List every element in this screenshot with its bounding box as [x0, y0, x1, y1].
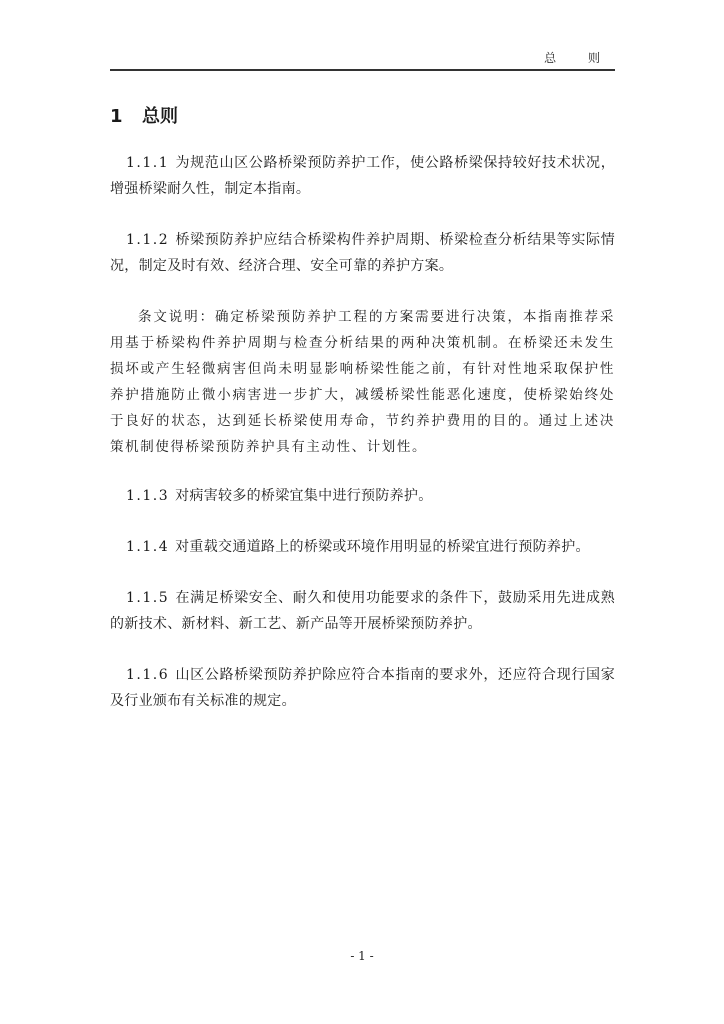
document-body [110, 150, 615, 739]
clause-1-1-3 [110, 483, 615, 509]
clause-number: 1.1.1 [126, 155, 170, 171]
clause-explanation-note [110, 304, 615, 460]
clause-number: 1.1.3 [126, 488, 170, 504]
page-number: - 1 - [350, 949, 374, 963]
clause-text: 为规范山区公路桥梁预防养护工作，使公路桥梁保持较好技术状况，增强桥梁耐久性，制定本指南。 [110, 155, 615, 197]
clause-text: 在满足桥梁安全、耐久和使用功能要求的条件下，鼓励采用先进成熟的新技术、新材料、新工艺、新产品等开展桥梁预防养护。 [110, 590, 615, 632]
running-header: 总 则 [544, 51, 614, 65]
chapter-heading [110, 104, 178, 130]
chapter-number: 1 [110, 106, 123, 127]
note-text: 条文说明：确定桥梁预防养护工程的方案需要进行决策，本指南推荐采用基于桥梁构件养护周期与检查分析结果的两种决策机制。在桥梁还未发生损坏或产生轻微病害但尚未明显影响桥梁性能之前，有针对性地采取保护性养护措施防止微小病害进一步扩大，减缓桥梁性能恶化速度，使桥梁始终处于良好的状态，达到延长桥梁使用寿命，节约养护费用的目的。通过上述决策机制使得桥梁预防养护具有主动性、计划性。 [110, 309, 615, 455]
clause-text: 对重载交通道路上的桥梁或环境作用明显的桥梁宜进行预防养护。 [175, 539, 590, 555]
clause-text: 山区公路桥梁预防养护除应符合本指南的要求外，还应符合现行国家及行业颁布有关标准的规定。 [110, 667, 615, 709]
clause-1-1-1 [110, 150, 615, 202]
clause-1-1-6 [110, 662, 615, 714]
clause-number: 1.1.2 [126, 232, 170, 248]
header-rule [110, 69, 615, 71]
clause-1-1-5 [110, 585, 615, 637]
clause-text: 桥梁预防养护应结合桥梁构件养护周期、桥梁检查分析结果等实际情况，制定及时有效、经济合理、安全可靠的养护方案。 [110, 232, 615, 274]
clause-text: 对病害较多的桥梁宜集中进行预防养护。 [175, 488, 433, 504]
clause-number: 1.1.4 [126, 539, 170, 555]
clause-1-1-4 [110, 534, 615, 560]
clause-number: 1.1.5 [126, 590, 170, 606]
clause-number: 1.1.6 [126, 667, 170, 683]
chapter-title: 总则 [142, 106, 178, 127]
clause-1-1-2 [110, 227, 615, 279]
